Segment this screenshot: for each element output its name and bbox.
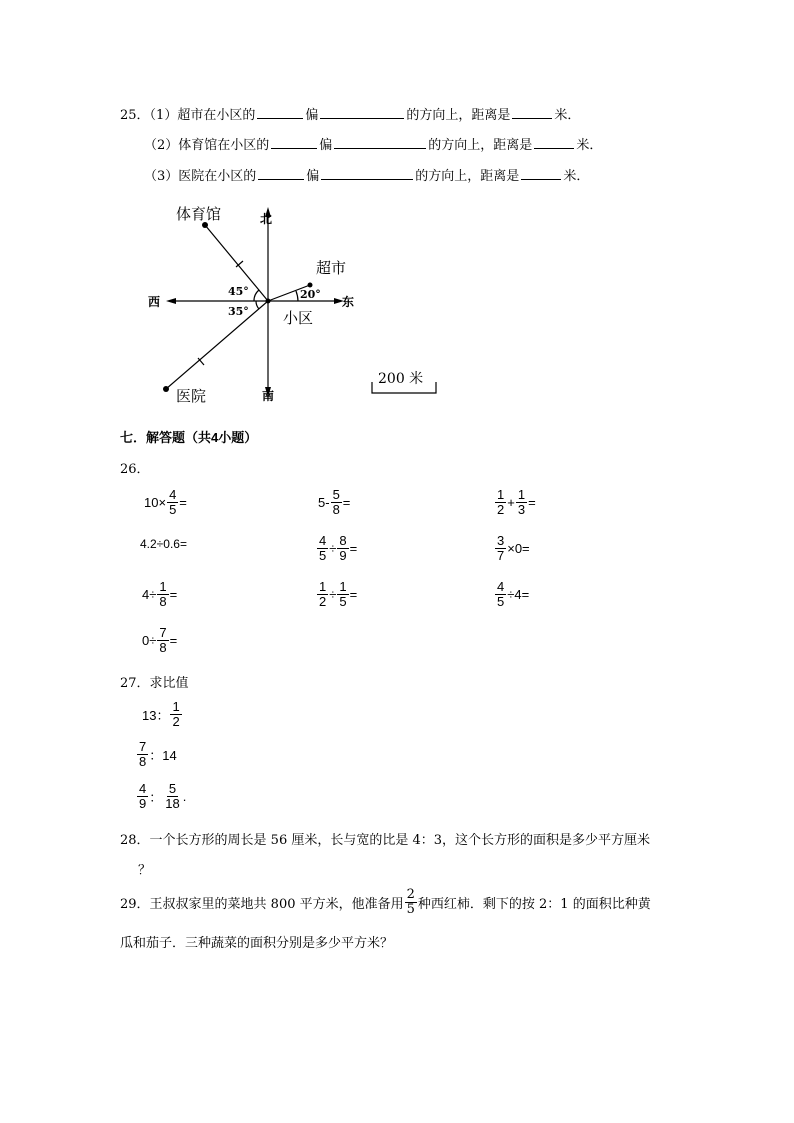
q27-title: 27．求比值: [120, 676, 189, 691]
answer-blank[interactable]: [534, 136, 574, 149]
ratio-item: $\frac{4}{9}$ ： $\frac{5}{18}$ .: [139, 781, 187, 811]
fraction: $\frac{2}{5}$: [406, 887, 415, 917]
calc-item: $\frac{3}{7}$ ×0=: [497, 533, 530, 563]
answer-blank[interactable]: [521, 167, 561, 180]
hospital-line: [166, 301, 268, 389]
ratio-item: 13： $\frac{1}{2}$: [142, 699, 180, 729]
east-label: 东: [342, 295, 355, 309]
calc-item: 5- $\frac{5}{8}$ =: [318, 487, 351, 517]
calc-item: 10× $\frac{4}{5}$ =: [144, 487, 187, 517]
answer-blank[interactable]: [334, 136, 426, 149]
calc-item: $\frac{4}{5}$ ÷4=: [497, 579, 530, 609]
answer-blank[interactable]: [271, 136, 317, 149]
scale-label: 200 米: [378, 371, 424, 387]
answer-blank[interactable]: [320, 106, 404, 119]
angle-45-label: 45°: [228, 285, 249, 298]
north-label: 北: [260, 212, 273, 226]
stadium-label: 体育馆: [176, 205, 222, 223]
calc-item: $\frac{4}{5}$ ÷ $\frac{8}{9}$ =: [319, 533, 358, 563]
community-point: [266, 299, 271, 304]
q25-line-2: （2）体育馆在小区的 偏 的方向上，距离是 米．: [144, 138, 603, 153]
answer-blank[interactable]: [512, 106, 552, 119]
answer-blank[interactable]: [321, 167, 413, 180]
calc-item: 4÷ $\frac{1}{8}$ =: [142, 579, 178, 609]
calc-item: 0÷ $\frac{7}{8}$ =: [142, 625, 178, 655]
ratio-item: $\frac{7}{8}$ ：14: [139, 739, 177, 769]
calc-item: $\frac{1}{2}$ + $\frac{1}{3}$ =: [497, 487, 536, 517]
west-label: 西: [148, 295, 161, 309]
angle-20-label: 20°: [300, 288, 321, 301]
market-label: 超市: [316, 259, 347, 277]
q29-line-1: 29．王叔叔家里的菜地共 800 平方米，他准备用 $\frac{2}{5}$ 种西红柿．剩下的按 2：1 的面积比种黄: [120, 887, 651, 917]
south-label: 南: [262, 389, 275, 403]
q28-line-2: ？: [138, 863, 152, 878]
calc-item: 4.2÷0.6=: [140, 537, 187, 551]
answer-blank[interactable]: [257, 106, 303, 119]
market-point: [308, 283, 313, 288]
calc-item: $\frac{1}{2}$ ÷ $\frac{1}{5}$ =: [319, 579, 358, 609]
hospital-point: [163, 386, 169, 392]
q29-line-2: 瓜和茄子．三种蔬菜的面积分别是多少平方米？: [120, 936, 394, 951]
section-heading: 七．解答题（共4小题）: [120, 430, 258, 445]
q28-line-1: 28．一个长方形的周长是 56 厘米，长与宽的比是 4：3，这个长方形的面积是多少平方厘米: [120, 833, 651, 848]
q26-number: 26．: [120, 462, 150, 477]
hospital-label: 医院: [176, 387, 207, 405]
angle-35-label: 35°: [228, 305, 249, 318]
community-label: 小区: [283, 309, 314, 327]
direction-diagram: [140, 197, 440, 409]
answer-blank[interactable]: [258, 167, 304, 180]
q25-line-3: （3）医院在小区的 偏 的方向上，距离是 米．: [144, 169, 590, 184]
q25-line-1: 25．（1）超市在小区的 偏 的方向上，距离是 米．: [120, 108, 581, 123]
q25-number: 25．: [120, 108, 150, 123]
